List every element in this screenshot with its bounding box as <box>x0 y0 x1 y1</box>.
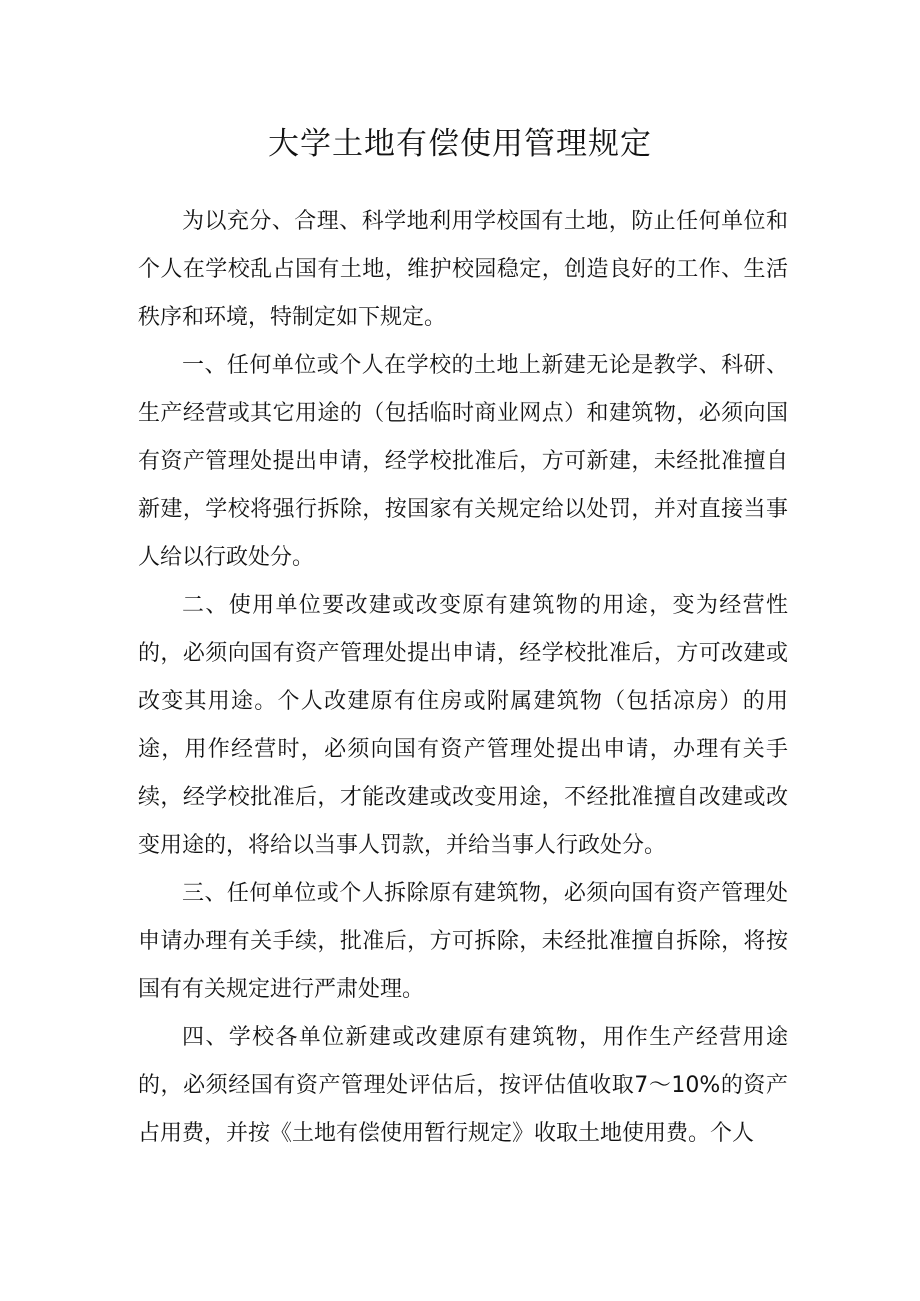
paragraph-article-4: 四、学校各单位新建或改建原有建筑物，用作生产经营用途的，必须经国有资产管理处评估后，按评估值收取7～10%的资产占用费，并按《土地有偿使用暂行规定》收取土地使用费。个人 <box>138 1025 788 1146</box>
paragraph-article-2: 二、使用单位要改建或改变原有建筑物的用途，变为经营性的，必须向国有资产管理处提出申请，经学校批准后，方可改建或改变其用途。个人改建原有住房或附属建筑物（包括凉房）的用途，用作经营时，必须向国有资产管理处提出申请，办理有关手续，经学校批准后，才能改建或改变用途，不经批准擅自改建或改变用途的，将给以当事人罚款，并给当事人行政处分。 <box>138 593 788 858</box>
paragraph-article-1: 一、任何单位或个人在学校的土地上新建无论是教学、科研、生产经营或其它用途的（包括临时商业网点）和建筑物，必须向国有资产管理处提出申请，经学校批准后，方可新建，未经批准擅自新建，学校将强行拆除，按国家有关规定给以处罚，并对直接当事人给以行政处分。 <box>138 353 788 570</box>
paragraph-article-3: 三、任何单位或个人拆除原有建筑物，必须向国有资产管理处申请办理有关手续，批准后，方可拆除，未经批准擅自拆除，将按国有有关规定进行严肃处理。 <box>138 881 788 1002</box>
document-title: 大学土地有偿使用管理规定 <box>268 126 652 162</box>
paragraph-intro: 为以充分、合理、科学地利用学校国有土地，防止任何单位和个人在学校乱占国有土地，维护校园稳定，创造良好的工作、生活秩序和环境，特制定如下规定。 <box>138 209 788 330</box>
document-body <box>138 198 788 1158</box>
